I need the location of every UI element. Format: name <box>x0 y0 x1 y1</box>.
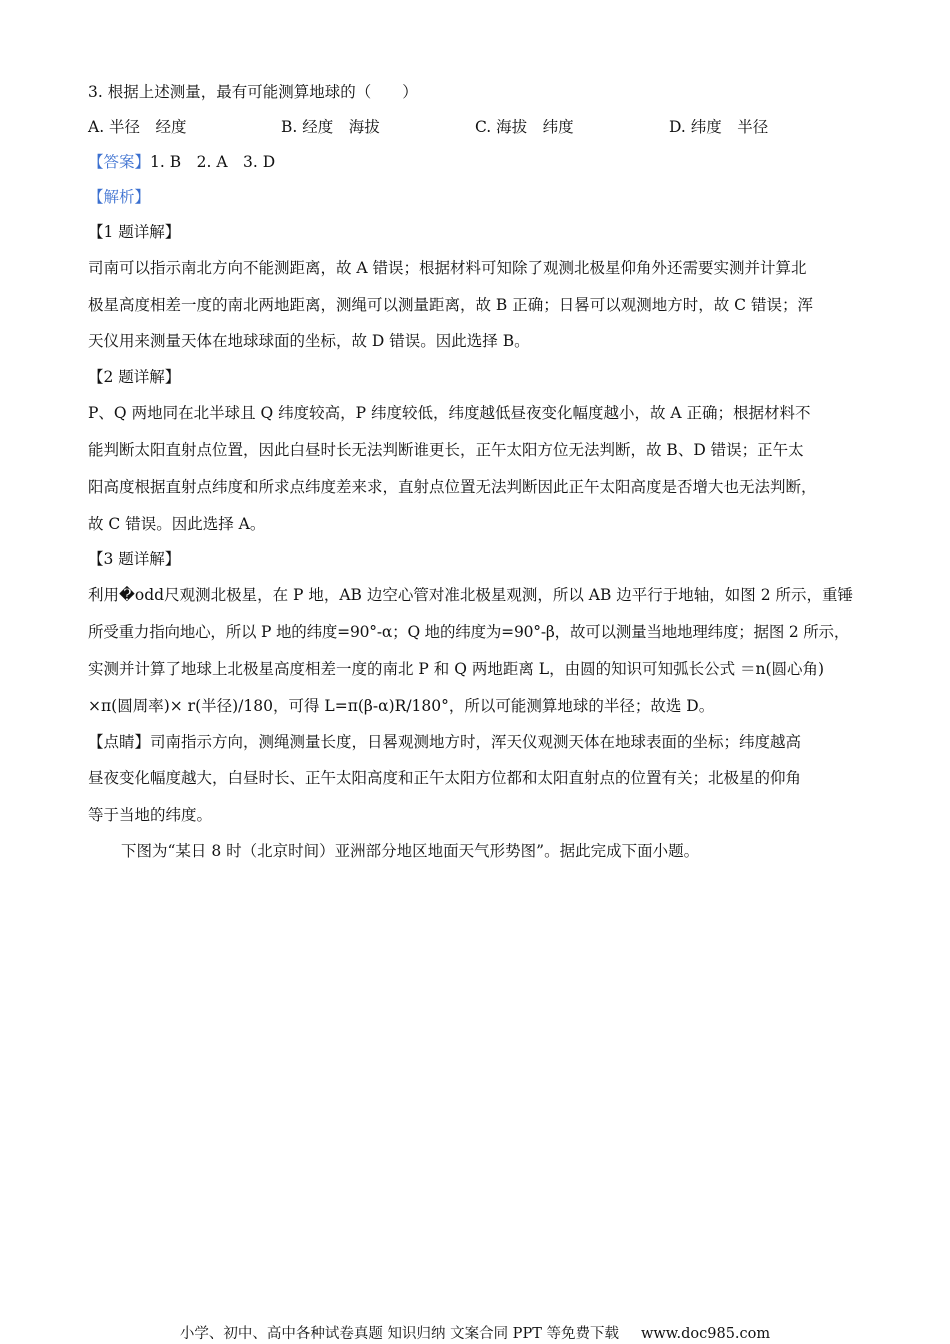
section-3-line: 实测并计算了地球上北极星高度相差一度的南北 P 和 Q 两地距离 L，由圆的知识可知弧长公式 ＝n(圆心角) <box>88 660 825 678</box>
section-1-heading: 【1 题详解】 <box>88 223 181 241</box>
section-3-heading: 【3 题详解】 <box>88 550 181 568</box>
remark-text: 司南指示方向，测绳测量长度，日晷观测地方时，浑天仪观测天体在地球表面的坐标；纬度越高 <box>150 733 802 751</box>
remark-line: 等于当地的纬度。 <box>88 806 213 824</box>
intro-paragraph: 下图为“某日 8 时（北京时间）亚洲部分地区地面天气形势图”。据此完成下面小题。 <box>121 842 700 860</box>
option-c: C. 海拔 纬度 <box>475 118 574 136</box>
section-2-line: P、Q 两地同在北半球且 Q 纬度较高，P 纬度较低，纬度越低昼夜变化幅度越小，故 A 正确；根据材料不 <box>88 404 811 422</box>
section-2-line: 故 C 错误。因此选择 A。 <box>88 515 266 533</box>
remark-line: 昼夜变化幅度越大，白昼时长、正午太阳高度和正午太阳方位都和太阳直射点的位置有关；北极星的仰角 <box>88 769 802 787</box>
section-1-line: 天仪用来测量天体在地球球面的坐标，故 D 错误。因此选择 B。 <box>88 332 530 350</box>
section-3-line: 利用�odd尺观测北极星，在 P 地，AB 边空心管对准北极星观测，所以 AB 边平行于地轴，如图 2 所示，重锤 <box>88 586 854 604</box>
section-2-line: 阳高度根据直射点纬度和所求点纬度差来求，直射点位置无法判断因此正午太阳高度是否增大也无法判断， <box>88 478 817 496</box>
remark-label: 【点睛】 <box>88 733 151 751</box>
analysis-label: 【解析】 <box>88 188 151 206</box>
answer-line <box>88 152 888 172</box>
answer-label: 【答案】 <box>88 153 151 171</box>
remark-line <box>88 732 888 752</box>
footer-text: 小学、初中、高中各种试卷真题 知识归纳 文案合同 PPT 等免费下载 <box>179 1326 619 1342</box>
answer-text: 1. B 2. A 3. D <box>150 153 276 171</box>
option-a: A. 半径 经度 <box>88 118 187 136</box>
question-3-options <box>88 117 888 137</box>
footer-url[interactable]: www.doc985.com <box>640 1326 771 1342</box>
option-b: B. 经度 海拔 <box>281 118 380 136</box>
section-1-line: 极星高度相差一度的南北两地距离，测绳可以测量距离，故 B 正确；日晷可以观测地方时，故 C 错误；浑 <box>88 296 813 314</box>
section-1-line: 司南可以指示南北方向不能测距离，故 A 错误；根据材料可知除了观测北极星仰角外还需要实测并计算北 <box>88 259 807 277</box>
question-3-stem: 3. 根据上述测量，最有可能测算地球的（ ） <box>88 83 418 101</box>
section-2-line: 能判断太阳直射点位置，因此白昼时长无法判断谁更长，正午太阳方位无法判断，故 B、D 错误；正午太 <box>88 441 804 459</box>
section-3-line: ×π(圆周率)× r(半径)/180，可得 L=π(β-α)R/180°，所以可能测算地球的半径；故选 D。 <box>88 697 715 715</box>
section-2-heading: 【2 题详解】 <box>88 368 181 386</box>
section-3-line: 所受重力指向地心，所以 P 地的纬度=90°-α；Q 地的纬度为=90°-β，故可以测量当地地理纬度；据图 2 所示， <box>88 623 850 641</box>
page-footer <box>0 1325 950 1343</box>
option-d: D. 纬度 半径 <box>669 118 769 136</box>
